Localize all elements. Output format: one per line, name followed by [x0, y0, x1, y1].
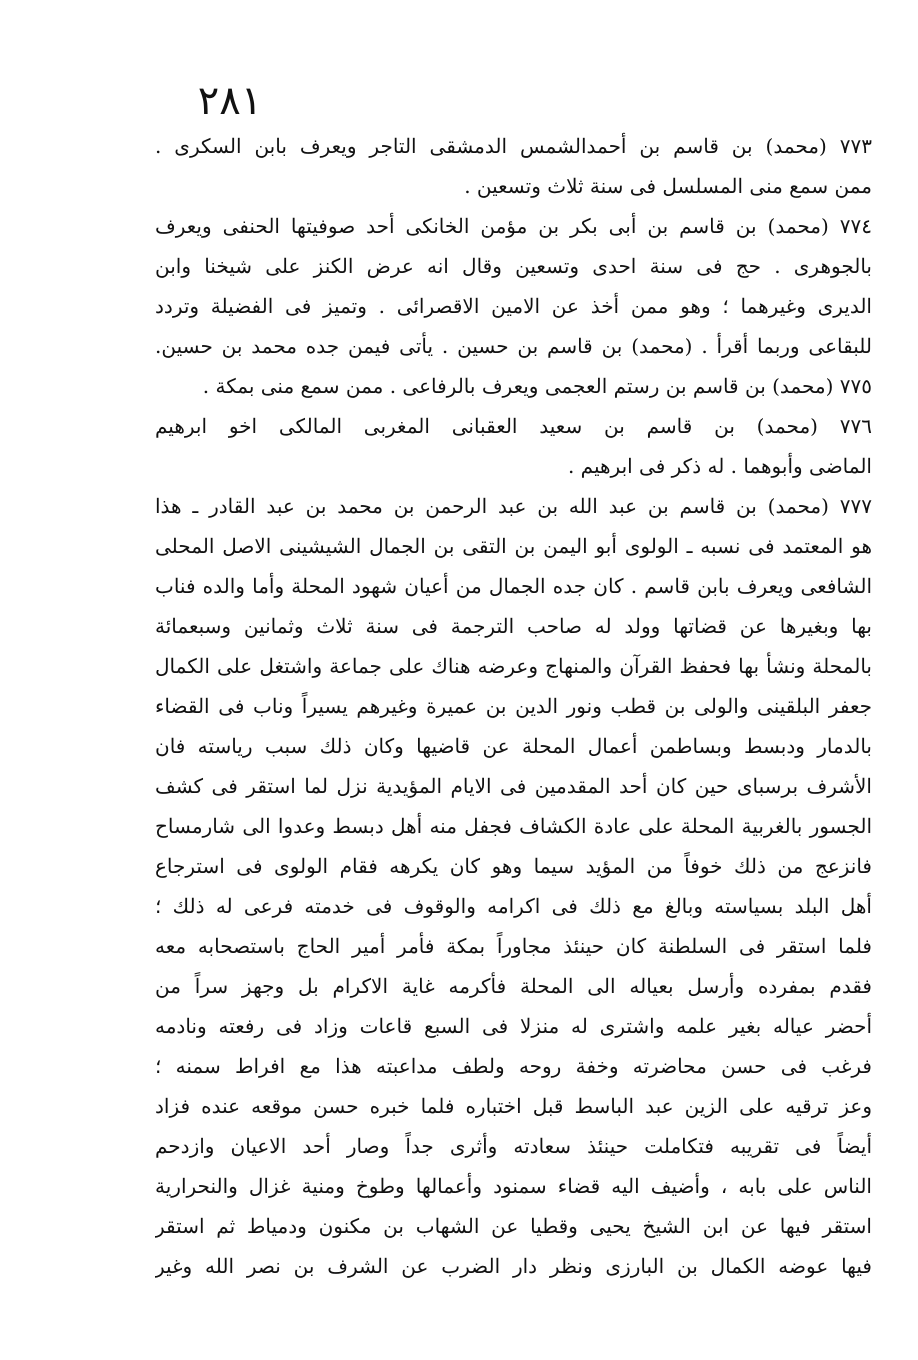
text-line: فلما استقر فى السلطنة كان حينئذ مجاوراً بمكة فأمر أمير الحاج باستصحابه معه [155, 934, 872, 958]
page-number: ٢٨١ [197, 78, 263, 124]
text-line: الشافعى ويعرف بابن قاسم . كان جده الجمال من أعيان شهود المحلة وأما والده فناب [155, 574, 872, 598]
text-line: الأشرف برسباى حين كان أحد المقدمين فى الايام المؤيدية نزل لما استقر فى كشف [155, 774, 872, 798]
text-line: الناس على بابه ، وأضيف اليه قضاء سمنود وأعمالها وطوخ ومنية غزال والنحرارية [155, 1174, 872, 1198]
text-line: بالدمار ودبسط وبساطمن أعمال المحلة عن قاضيها وكان ذلك سبب رياسته فان [155, 734, 872, 758]
text-line: فقدم بمفرده وأرسل بعياله الى المحلة فأكرمه غاية الاكرام بل وجهز سراً من [155, 974, 872, 998]
text-line: فيها عوضه الكمال بن البارزى ونظر دار الضرب عن الشرف بن نصر الله وغير [155, 1254, 872, 1278]
text-line: الديرى وغيرهما ؛ وهو ممن أخذ عن الامين الاقصرائى . وتميز فى الفضيلة وتردد [155, 294, 872, 318]
text-line: الماضى وأبوهما . له ذكر فى ابرهيم . [567, 454, 872, 478]
text-line: بالجوهرى . حج فى سنة احدى وتسعين وقال انه عرض الكنز على شيخنا وابن [155, 254, 872, 278]
text-line: فانزعج من ذلك خوفاً من المؤيد سيما وهو كان يكرهه فقام الولوى فى استرجاع [155, 854, 872, 878]
text-line: أهل البلد بسياسته وبالغ مع ذلك فى اكرامه والوقوف فى خدمته فرعى له ذلك ؛ [155, 894, 872, 918]
text-line: ٧٧٣ (محمد) بن قاسم بن أحمدالشمس الدمشقى التاجر ويعرف بابن السكرى . [155, 134, 872, 158]
text-line: الجسور بالغربية المحلة على عادة الكشاف فجفل منه أهل دبسط وعدوا الى شارمساح [155, 814, 872, 838]
text-line: ٧٧٤ (محمد) بن قاسم بن أبى بكر بن مؤمن الخانكى أحد صوفيتها الحنفى ويعرف [155, 214, 872, 238]
text-line: فرغب فى حسن محاضرته وخفة روحه ولطف مداعبته هذا مع افراط سمنه ؛ [155, 1054, 872, 1078]
text-line: هو المعتمد فى نسبه ـ الولوى أبو اليمن بن التقى بن الجمال الشيشينى الاصل المحلى [155, 534, 872, 558]
text-line: بالمحلة ونشأ بها فحفظ القرآن والمنهاج وعرضه هناك على جماعة واشتغل على الكمال [155, 654, 872, 678]
text-line: بها وبغيرها عن قضاتها وولد له صاحب الترجمة فى سنة ثلاث وثمانين وسبعمائة [155, 614, 872, 638]
text-line: جعفر البلقينى والولى بن قطب ونور الدين بن عميرة وغيرهم يسيراً وناب فى القضاء [155, 694, 872, 718]
text-line: ٧٧٧ (محمد) بن قاسم بن عبد الله بن عبد الرحمن بن محمد بن عبد القادر ـ هذا [155, 494, 872, 518]
text-body [155, 126, 872, 1286]
text-line: أيضاً فى تقريبه فتكاملت حينئذ سعادته وأثرى جداً وصار أحد الاعيان وازدحم [155, 1134, 872, 1158]
text-line: للبقاعى وربما أقرأ . (محمد) بن قاسم بن حسين . يأتى فيمن جده محمد بن حسين. [155, 334, 872, 358]
text-line: ٧٧٥ (محمد) بن قاسم بن رستم العجمى ويعرف بالرفاعى . ممن سمع منى بمكة . [202, 374, 872, 398]
text-line: ممن سمع منى المسلسل فى سنة ثلاث وتسعين . [464, 174, 872, 198]
text-line: أحضر عياله بغير علمه واشترى له منزلا فى السبع قاعات وزاد فى رفعته ونادمه [155, 1014, 872, 1038]
text-line: استقر فيها عن ابن الشيخ يحيى وقطيا عن الشهاب بن مكنون ودمياط ثم استقر [155, 1214, 872, 1238]
text-line: وعز ترقيه على الزين عبد الباسط قبل اختباره فلما خبره حسن موقعه عنده فزاد [155, 1094, 872, 1118]
text-line: ٧٧٦ (محمد) بن قاسم بن سعيد العقبانى المغربى المالكى اخو ابرهيم [155, 414, 872, 438]
